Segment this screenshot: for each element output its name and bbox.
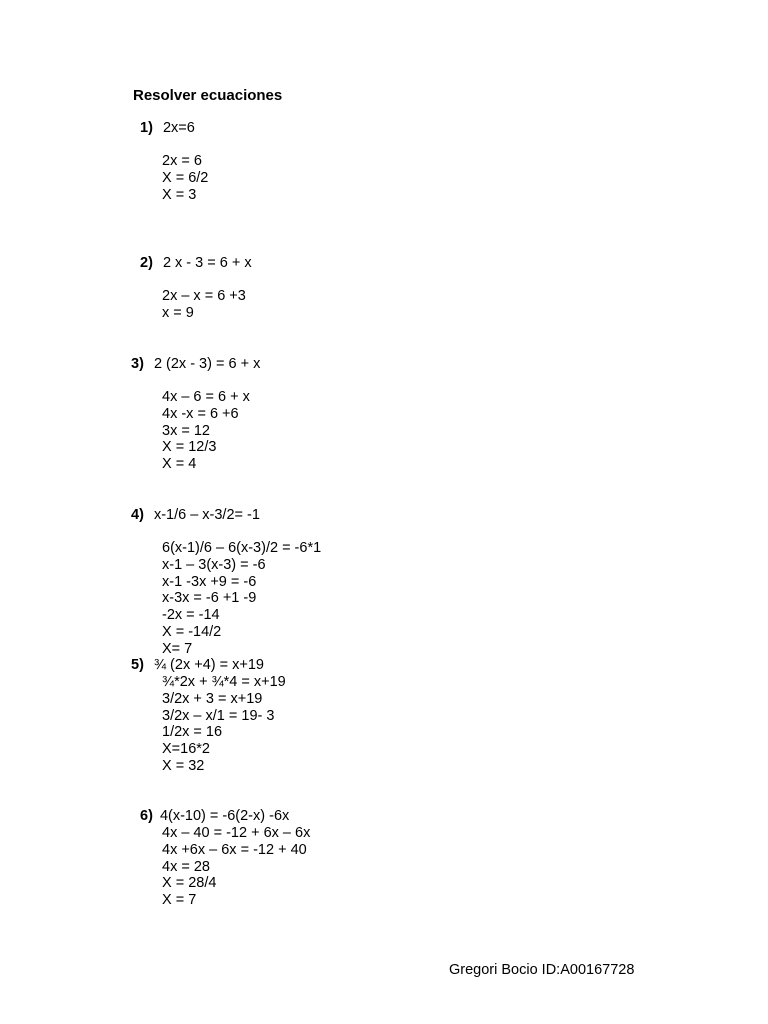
problem-2-step-1: 2x – x = 6 +3 bbox=[162, 288, 246, 304]
problem-2-step-2: x = 9 bbox=[162, 304, 194, 321]
problem-2-equation: 2 x - 3 = 6 + x bbox=[162, 255, 252, 271]
page-title: Resolver ecuaciones bbox=[133, 87, 283, 104]
problem-6-number: 6) bbox=[140, 808, 153, 824]
problem-3-step-4: X = 12/3 bbox=[162, 439, 217, 456]
problem-5-step-4: 1/2x = 16 bbox=[162, 724, 223, 741]
problem-3-step-1: 4x – 6 = 6 + x bbox=[162, 389, 250, 405]
problem-4-step-2: x-1 – 3(x-3) = -6 bbox=[162, 556, 266, 573]
problem-3-number: 3) bbox=[131, 356, 144, 372]
problem-5-step-3: 3/2x – x/1 = 19- 3 bbox=[162, 707, 275, 724]
problem-6-equation: 4(x-10) = -6(2-x) -6x bbox=[159, 808, 290, 824]
problem-5-steps bbox=[162, 674, 286, 775]
problem-5-equation: ¾ (2x +4) = x+19 bbox=[153, 657, 264, 673]
problem-4-heading bbox=[131, 507, 260, 524]
problem-5-step-2: 3/2x + 3 = x+19 bbox=[162, 690, 263, 707]
problem-4-step-3: x-1 -3x +9 = -6 bbox=[162, 573, 257, 590]
problem-4-step-5: -2x = -14 bbox=[162, 607, 220, 624]
problem-1-step-2: X = 6/2 bbox=[162, 169, 209, 186]
problem-3-equation: 2 (2x - 3) = 6 + x bbox=[153, 356, 261, 372]
author-footer: Gregori Bocio ID:A00167728 bbox=[449, 962, 635, 978]
problem-5-step-6: X = 32 bbox=[162, 757, 205, 774]
problem-4-step-7: X= 7 bbox=[162, 640, 193, 657]
problem-1-number: 1) bbox=[140, 120, 153, 136]
problem-1-equation: 2x=6 bbox=[162, 120, 195, 136]
problem-6-step-3: 4x = 28 bbox=[162, 858, 210, 875]
problem-4-step-6: X = -14/2 bbox=[162, 623, 222, 640]
problem-6-step-5: X = 7 bbox=[162, 892, 197, 909]
problem-1-step-3: X = 3 bbox=[162, 186, 197, 203]
problem-6-step-1: 4x – 40 = -12 + 6x – 6x bbox=[162, 825, 311, 841]
problem-5-number: 5) bbox=[131, 657, 144, 673]
problem-2-steps bbox=[162, 288, 246, 322]
problem-3-step-2: 4x -x = 6 +6 bbox=[162, 405, 239, 422]
problem-4-number: 4) bbox=[131, 507, 144, 523]
problem-3-step-5: X = 4 bbox=[162, 456, 197, 473]
problem-5-heading bbox=[131, 657, 264, 674]
problem-6-step-2: 4x +6x – 6x = -12 + 40 bbox=[162, 841, 307, 858]
problem-6-step-4: X = 28/4 bbox=[162, 875, 217, 892]
problem-4-step-1: 6(x-1)/6 – 6(x-3)/2 = -6*1 bbox=[162, 540, 322, 556]
problem-1-step-1: 2x = 6 bbox=[162, 153, 202, 169]
problem-4-step-4: x-3x = -6 +1 -9 bbox=[162, 590, 257, 607]
problem-5-step-1: ¾*2x + ¾*4 = x+19 bbox=[162, 674, 286, 690]
problem-2-heading bbox=[140, 255, 252, 272]
problem-3-heading bbox=[131, 356, 260, 373]
problem-6-heading bbox=[140, 808, 289, 825]
problem-3-steps bbox=[162, 389, 250, 473]
problem-6-steps bbox=[162, 825, 310, 909]
problem-1-steps bbox=[162, 153, 208, 203]
problem-4-steps bbox=[162, 540, 321, 658]
problem-3-step-3: 3x = 12 bbox=[162, 422, 210, 439]
problem-4-equation: x-1/6 – x-3/2= -1 bbox=[153, 507, 260, 523]
problem-5-step-5: X=16*2 bbox=[162, 741, 210, 758]
problem-1-heading bbox=[140, 120, 195, 137]
problem-2-number: 2) bbox=[140, 255, 153, 271]
